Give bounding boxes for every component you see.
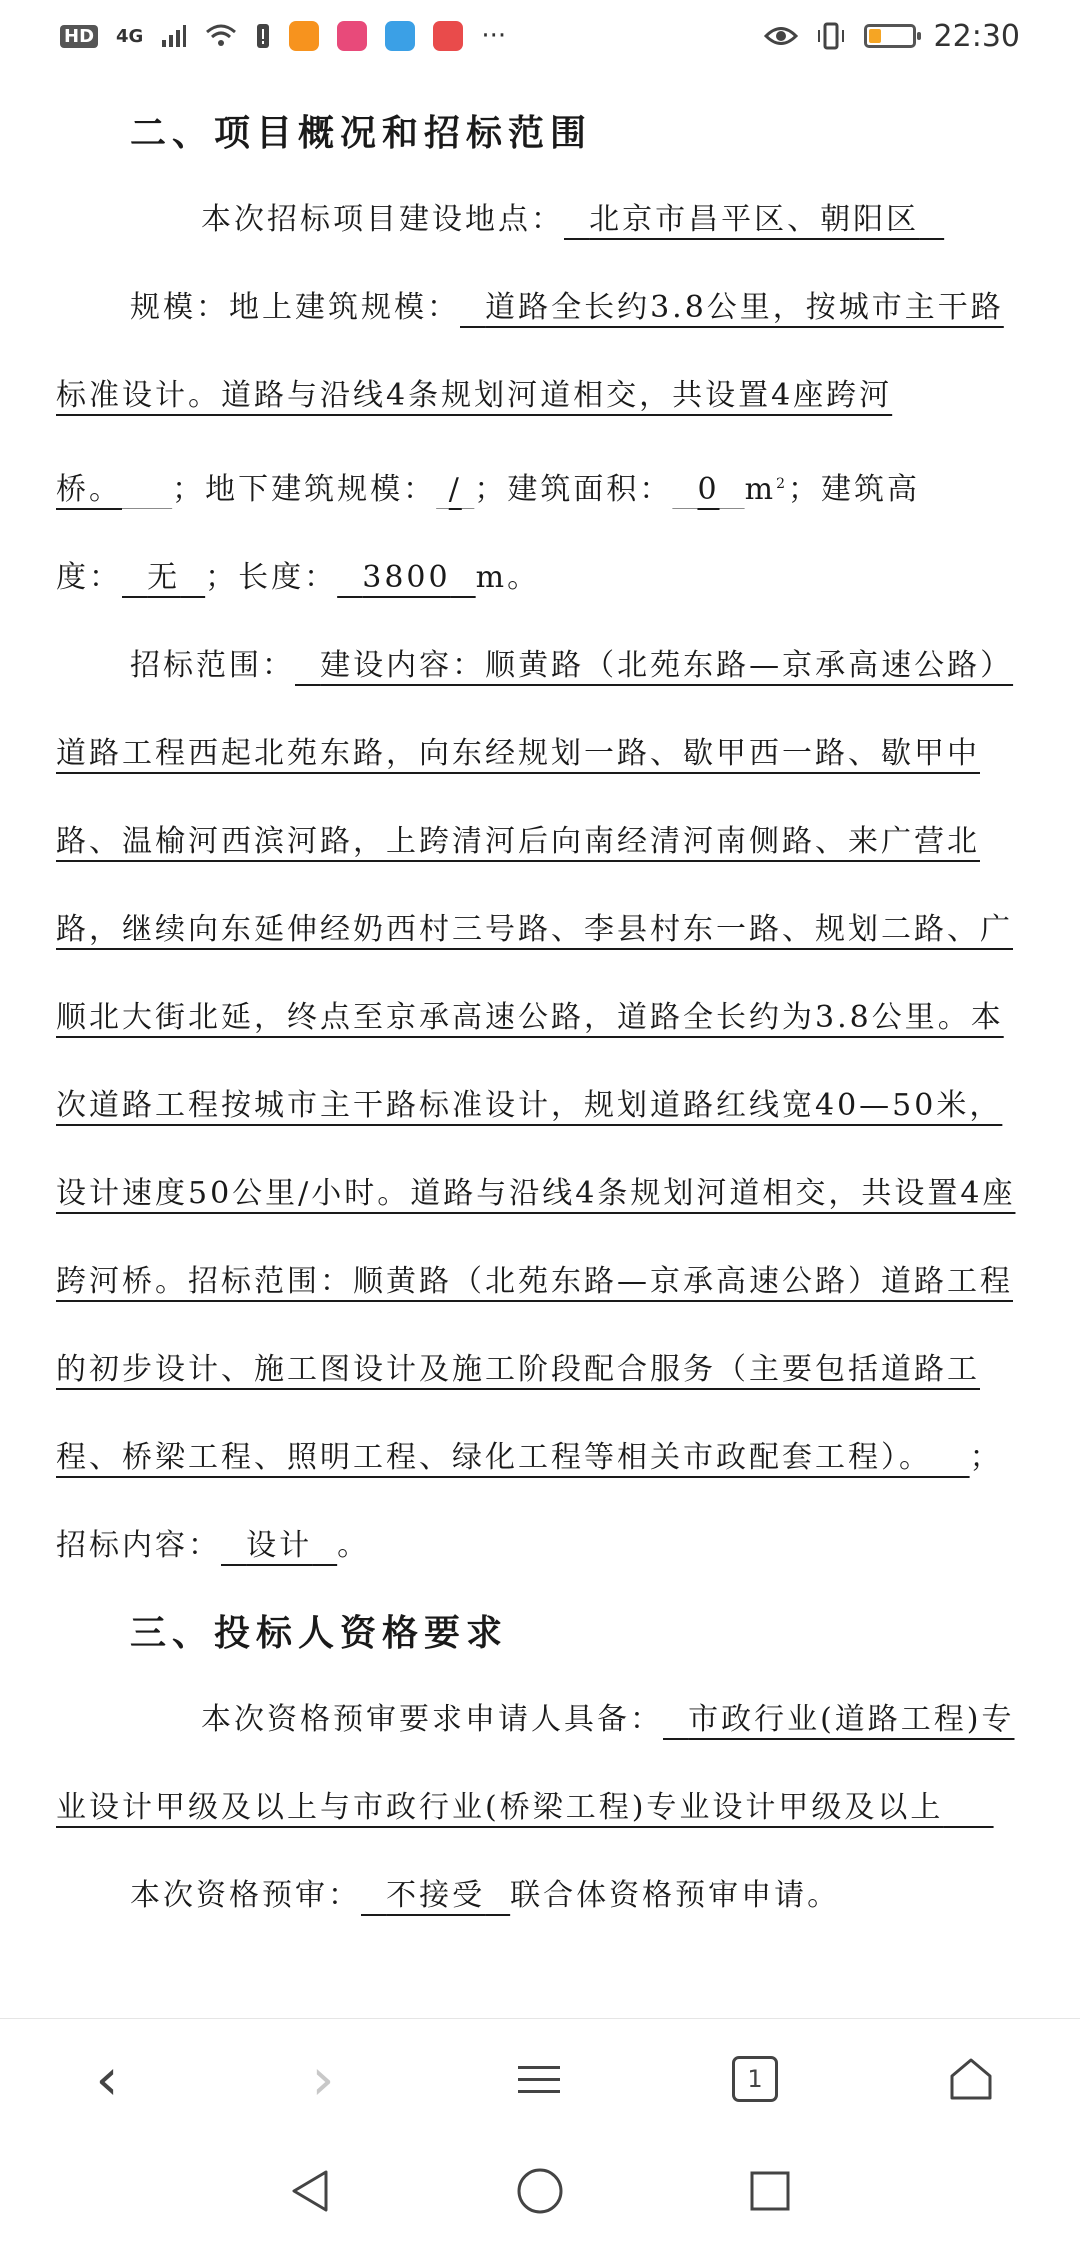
- alert-icon: [255, 22, 271, 50]
- underground-label: ；地下建筑规模：: [172, 472, 437, 507]
- menu-button[interactable]: [479, 2019, 599, 2139]
- scope-label: 招标范围：: [130, 648, 295, 683]
- vibrate-icon: [816, 21, 846, 51]
- network-type: 4G: [116, 25, 144, 47]
- scale-paragraph: [56, 264, 1026, 622]
- back-button[interactable]: [47, 2019, 167, 2139]
- document-page: [56, 90, 1026, 1940]
- home-icon: [946, 2054, 996, 2104]
- forward-button[interactable]: [263, 2019, 383, 2139]
- more-notifications: ···: [481, 21, 507, 51]
- status-right: [764, 19, 1020, 54]
- video-app-icon: [289, 21, 319, 51]
- joint-label: 本次资格预审：: [130, 1878, 361, 1913]
- message-app-icon: [385, 21, 415, 51]
- nav-home-icon: [516, 2167, 564, 2215]
- status-left: [60, 21, 506, 51]
- area-unit: $m^2$: [744, 472, 788, 507]
- content-value: 设计: [246, 1528, 313, 1563]
- content-label: ；招标内容：: [56, 1440, 1003, 1563]
- scale-value: 道路全长约3.8公里，按城市主干路标准设计。道路与沿线4条规划河道相交，共设置4座跨河桥。: [56, 290, 1004, 507]
- menu-icon: [518, 2057, 560, 2102]
- clock: 22:30: [933, 18, 1020, 54]
- location-label: 本次招标项目建设地点：: [201, 202, 564, 237]
- joint-end: 联合体资格预审申请。: [510, 1878, 841, 1913]
- location-value: 北京市昌平区、朝阳区: [589, 202, 920, 237]
- book-app-icon: [433, 21, 463, 51]
- location-paragraph: [56, 176, 1026, 264]
- nav-recents-icon: [748, 2169, 792, 2213]
- hd-badge: HD: [60, 25, 98, 48]
- nav-home-button[interactable]: [480, 2138, 600, 2244]
- wifi-icon: [205, 24, 237, 48]
- status-bar: [0, 0, 1080, 72]
- length-label: ；长度：: [205, 560, 338, 595]
- tabs-icon: [732, 2056, 778, 2102]
- qualification-paragraph: [56, 1676, 1026, 1852]
- back-icon: ‹: [95, 2045, 119, 2113]
- nav-back-icon: [288, 2168, 332, 2214]
- system-nav-bar: [0, 2138, 1080, 2244]
- section-2-heading: 二、项目概况和招标范围: [130, 112, 593, 154]
- section-3-heading: 三、投标人资格要求: [130, 1612, 509, 1654]
- scope-value: 建设内容：顺黄路（北苑东路—京承高速公路）道路工程西起北苑东路，向东经规划一路、歇甲西一路、歇甲中路、温榆河西滨河路，上跨清河后向南经清河南侧路、来广营北路，继续向东延伸经奶西村三号路、李县村东一路、规划二路、广顺北大街北延，终点至京承高速公路，道路全长约为3.8公里。本次道路工程按城市主干路标准设计，规划道路红线宽40—50米，设计速度50公里/小时。道路与沿线4条规划河道相交，共设置4座跨河桥。招标范围：顺黄路（北苑东路—京承高速公路）道路工程的初步设计、施工图设计及施工阶段配合服务（主要包括道路工程、桥梁工程、照明工程、绿化工程等相关市政配套工程）。: [56, 648, 1016, 1475]
- qualification-label: 本次资格预审要求申请人具备：: [201, 1702, 663, 1737]
- nav-back-button[interactable]: [250, 2138, 370, 2244]
- joint-value: 不接受: [386, 1878, 486, 1913]
- home-button[interactable]: [911, 2019, 1031, 2139]
- area-label: ；建筑面积：: [474, 472, 673, 507]
- length-unit: m。: [475, 560, 541, 595]
- height-value: 无: [147, 560, 181, 595]
- underground-value: /: [448, 472, 462, 507]
- joint-venture-paragraph: [56, 1852, 1026, 1940]
- nav-recents-button[interactable]: [710, 2138, 830, 2244]
- length-value: 3800: [362, 560, 451, 595]
- tab-count: 1: [747, 2065, 763, 2093]
- scale-label: 规模：地上建筑规模：: [130, 290, 460, 325]
- area-value: 0: [697, 472, 720, 507]
- battery-icon: [864, 24, 916, 48]
- scope-paragraph: [56, 622, 1026, 1590]
- eye-icon: [764, 25, 798, 47]
- forward-icon: ›: [311, 2045, 335, 2113]
- app-icon: [337, 21, 367, 51]
- signal-icon: [161, 24, 187, 48]
- tabs-button[interactable]: [695, 2019, 815, 2139]
- content-end: 。: [337, 1528, 371, 1563]
- qualification-value: 市政行业(道路工程)专业设计甲级及以上与市政行业(桥梁工程)专业设计甲级及以上: [56, 1702, 1015, 1825]
- browser-toolbar: [0, 2018, 1080, 2139]
- height-label: ；建筑高度：: [56, 472, 920, 595]
